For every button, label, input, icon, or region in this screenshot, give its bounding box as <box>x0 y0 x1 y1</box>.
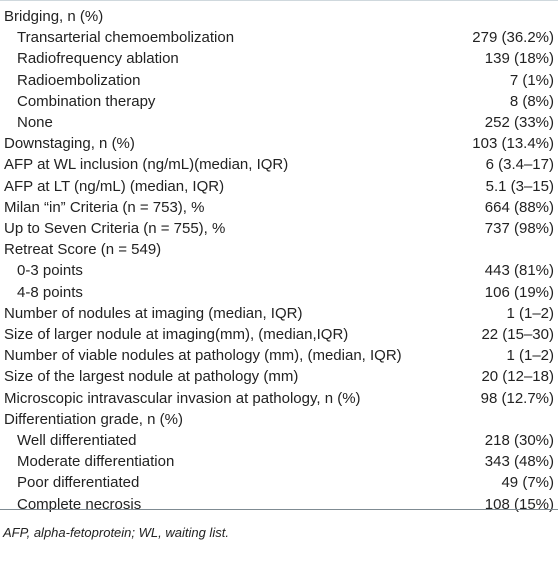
row-value: 443 (81%) <box>484 262 554 280</box>
row-sublabel: 4-8 points <box>17 283 83 301</box>
table-row <box>0 282 558 303</box>
row-value: 49 (7%) <box>501 474 554 492</box>
row-value: 106 (19%) <box>484 283 554 301</box>
row-sublabel: Well differentiated <box>17 432 137 450</box>
table-row <box>0 472 558 493</box>
row-value: 664 (88%) <box>484 198 554 216</box>
row-value: 98 (12.7%) <box>480 389 554 407</box>
row-value: 1 (1–2) <box>506 347 554 365</box>
row-label: Microscopic intravascular invasion at pathology, n (%) <box>4 389 361 407</box>
table-top-rule <box>0 0 558 1</box>
row-label: Up to Seven Criteria (n = 755), % <box>4 220 226 238</box>
row-label: Number of viable nodules at pathology (mm), (median, IQR) <box>4 347 402 365</box>
row-value: 5.1 (3–15) <box>485 177 554 195</box>
row-value: 103 (13.4%) <box>472 135 554 153</box>
row-value: 139 (18%) <box>484 50 554 68</box>
row-label: Bridging, n (%) <box>4 8 104 25</box>
table-row <box>0 494 558 515</box>
row-sublabel: Combination therapy <box>17 92 156 110</box>
table-row <box>0 409 558 430</box>
table-row <box>0 303 558 324</box>
table-row <box>0 430 558 451</box>
row-value <box>440 239 558 260</box>
row-sublabel: Complete necrosis <box>17 495 142 513</box>
row-value: 6 (3.4–17) <box>485 156 554 174</box>
table-bottom-rule <box>0 509 558 510</box>
table-row <box>0 6 558 27</box>
row-value: 218 (30%) <box>484 432 554 450</box>
row-value <box>440 409 558 430</box>
row-label: AFP at WL inclusion (ng/mL)(median, IQR) <box>4 156 289 174</box>
data-table <box>0 6 558 515</box>
row-value: 343 (48%) <box>484 453 554 471</box>
row-sublabel: Moderate differentiation <box>17 453 175 471</box>
row-sublabel: 0-3 points <box>17 262 83 280</box>
row-value: 279 (36.2%) <box>472 29 554 47</box>
row-value: 8 (8%) <box>509 92 554 110</box>
table-row <box>0 197 558 218</box>
table-row <box>0 154 558 175</box>
table-body <box>0 6 558 515</box>
table-row <box>0 239 558 260</box>
row-label: Size of larger nodule at imaging(mm), (median,IQR) <box>4 326 349 344</box>
table-footnote: AFP, alpha-fetoprotein; WL, waiting list. <box>3 525 229 540</box>
table-row <box>0 112 558 133</box>
table-row <box>0 218 558 239</box>
table-row <box>0 176 558 197</box>
table-row <box>0 260 558 281</box>
row-label: Downstaging, n (%) <box>4 135 135 153</box>
row-label: Size of the largest nodule at pathology (mm) <box>4 368 299 386</box>
row-sublabel: Radioembolization <box>17 71 141 89</box>
row-label: Number of nodules at imaging (median, IQR) <box>4 304 303 322</box>
row-value: 108 (15%) <box>484 495 554 513</box>
table-row <box>0 324 558 345</box>
table-row <box>0 48 558 69</box>
row-label: AFP at LT (ng/mL) (median, IQR) <box>4 177 225 195</box>
row-value <box>440 6 558 27</box>
table-row <box>0 451 558 472</box>
row-label: Differentiation grade, n (%) <box>4 410 183 428</box>
row-value: 1 (1–2) <box>506 304 554 322</box>
row-value: 20 (12–18) <box>481 368 554 386</box>
table-row <box>0 91 558 112</box>
row-value: 737 (98%) <box>484 220 554 238</box>
table-row <box>0 70 558 91</box>
row-sublabel: Radiofrequency ablation <box>17 50 179 68</box>
row-label: Milan “in” Criteria (n = 753), % <box>4 198 205 216</box>
row-sublabel: None <box>17 114 53 132</box>
table-row <box>0 27 558 48</box>
row-value: 7 (1%) <box>509 71 554 89</box>
table-row <box>0 388 558 409</box>
row-sublabel: Transarterial chemoembolization <box>17 29 235 47</box>
table-row <box>0 345 558 366</box>
row-value: 22 (15–30) <box>481 326 554 344</box>
row-label: Retreat Score (n = 549) <box>4 241 162 259</box>
row-value: 252 (33%) <box>484 114 554 132</box>
row-sublabel: Poor differentiated <box>17 474 140 492</box>
table-row <box>0 133 558 154</box>
table-row <box>0 366 558 387</box>
